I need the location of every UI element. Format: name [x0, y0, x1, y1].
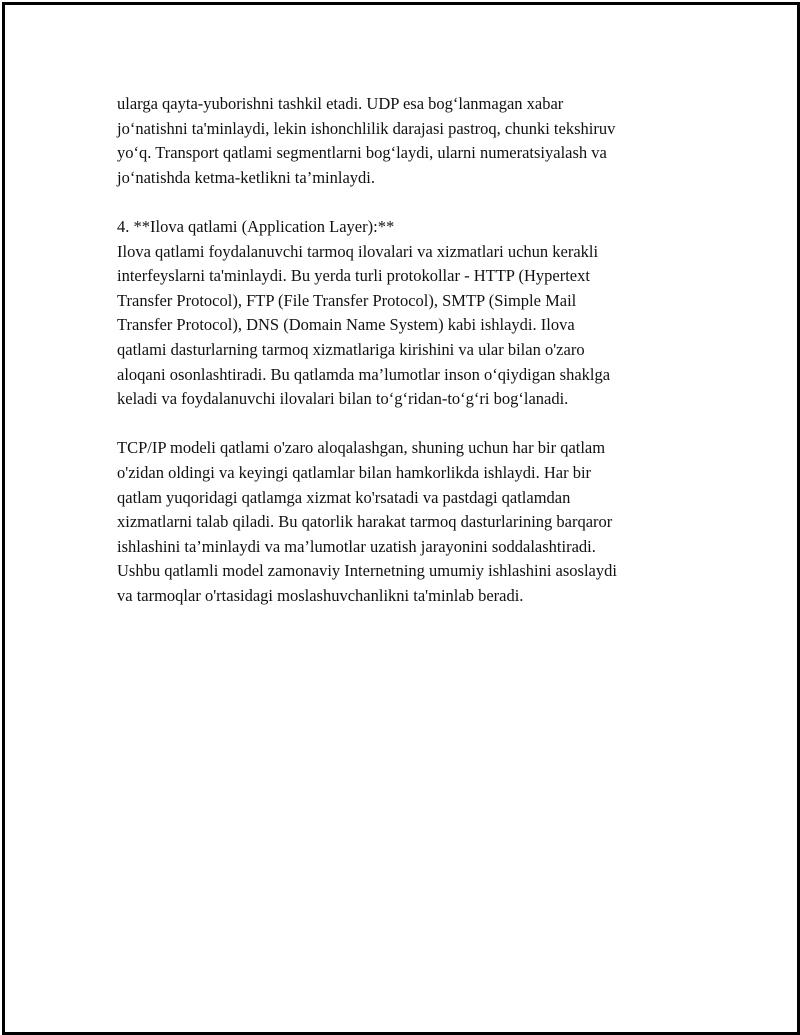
text-line: interfeyslarni ta'minlaydi. Bu yerda turli protokollar - HTTP (Hypertext: [117, 266, 590, 286]
text-line: Ilova qatlami foydalanuvchi tarmoq ilovalari va xizmatlari uchun kerakli: [117, 241, 599, 261]
text-line: keladi va foydalanuvchi ilovalari bilan to‘g‘ridan-to‘g‘ri bog‘lanadi.: [117, 389, 569, 409]
document-body: [117, 92, 687, 608]
text-line: yo‘q. Transport qatlami segmentlarni bog‘laydi, ularni numeratsiyalash va: [117, 143, 607, 163]
paragraph-application-layer: [117, 240, 687, 412]
text-line: va tarmoqlar o'rtasidagi moslashuvchanlikni ta'minlab beradi.: [117, 585, 524, 605]
text-line: TCP/IP modeli qatlami o'zaro aloqalashgan, shuning uchun har bir qatlam: [117, 438, 606, 458]
text-line: qatlami dasturlarning tarmoq xizmatlariga kirishini va ular bilan o'zaro: [117, 339, 585, 359]
text-line: ishlashini ta’minlaydi va ma’lumotlar uzatish jarayonini soddalashtiradi.: [117, 536, 596, 556]
text-line: jo‘natishni ta'minlaydi, lekin ishonchlilik darajasi pastroq, chunki tekshiruv: [117, 118, 616, 138]
section-heading: 4. **Ilova qatlami (Application Layer):**: [117, 216, 395, 236]
paragraph-tcpip-summary: [117, 436, 687, 608]
text-line: Transfer Protocol), FTP (File Transfer Protocol), SMTP (Simple Mail: [117, 290, 577, 310]
text-line: xizmatlarni talab qiladi. Bu qatorlik harakat tarmoq dasturlarining barqaror: [117, 512, 613, 532]
text-line: ularga qayta-yuborishni tashkil etadi. UDP esa bog‘lanmagan xabar: [117, 94, 564, 113]
text-line: qatlam yuqoridagi qatlamga xizmat ko'rsatadi va pastdagi qatlamdan: [117, 487, 571, 507]
paragraph-gap: [117, 412, 687, 437]
text-line: o'zidan oldingi va keyingi qatlamlar bilan hamkorlikda ishlaydi. Har bir: [117, 462, 592, 482]
paragraph-gap: [117, 190, 687, 215]
text-line: jo‘natishda ketma-ketlikni ta’minlaydi.: [117, 167, 375, 187]
text-line: aloqani osonlashtiradi. Bu qatlamda ma’lumotlar inson o‘qiydigan shaklga: [117, 364, 611, 384]
text-line: Ushbu qatlamli model zamonaviy Internetning umumiy ishlashini asoslaydi: [117, 561, 617, 581]
text-line: Transfer Protocol), DNS (Domain Name System) kabi ishlaydi. Ilova: [117, 315, 575, 335]
paragraph-transport-continuation: [117, 92, 687, 190]
